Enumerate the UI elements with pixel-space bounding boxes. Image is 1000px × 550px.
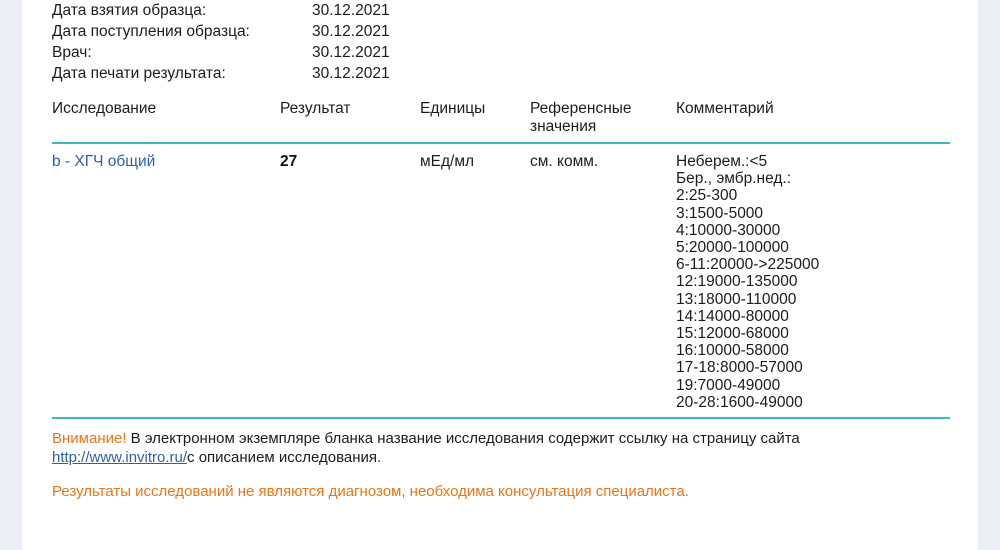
metadata-row	[52, 0, 952, 21]
comment-line: 15:12000-68000	[676, 325, 789, 343]
test-result-value: 27	[280, 153, 298, 170]
comment-line: Бер., эмбр.нед.:	[676, 170, 792, 188]
metadata-value: 30.12.2021	[312, 65, 390, 82]
metadata-label: Дата печати результата:	[52, 65, 226, 82]
metadata-label: Врач:	[52, 44, 92, 61]
results-table	[52, 100, 952, 411]
column-header-test: Исследование	[52, 100, 157, 117]
metadata-label: Дата взятия образца:	[52, 2, 207, 19]
attention-note	[52, 429, 952, 467]
comment-line: 3:1500-5000	[676, 204, 764, 222]
table-header-row	[52, 100, 952, 142]
table-row	[52, 144, 952, 411]
metadata-row	[52, 63, 952, 84]
metadata-value: 30.12.2021	[312, 23, 390, 40]
sample-metadata	[52, 0, 952, 84]
footer-notes	[52, 429, 952, 500]
metadata-value: 30.12.2021	[312, 44, 390, 61]
comment-line: 20-28:1600-49000	[676, 393, 803, 411]
metadata-row	[52, 42, 952, 63]
disclaimer-note: Результаты исследований не являются диагнозом, необходима консультация специалиста.	[52, 483, 689, 501]
test-name-label: ХГЧ общий	[74, 153, 156, 170]
comment-line: 12:19000-135000	[676, 273, 798, 291]
comment-line: 14:14000-80000	[676, 307, 789, 325]
comment-line: 4:10000-30000	[676, 221, 781, 239]
attention-label: Внимание!	[52, 430, 127, 448]
attention-tail: с описанием исследования.	[187, 449, 382, 467]
comment-line: 13:18000-110000	[676, 290, 797, 308]
test-comment	[676, 153, 936, 411]
comment-line: 2:25-300	[676, 187, 738, 205]
comment-line: 16:10000-58000	[676, 342, 789, 360]
column-header-reference-line1: Референсные	[530, 100, 632, 117]
invitro-link[interactable]: http://www.invitro.ru/	[52, 449, 188, 467]
test-reference: см. комм.	[530, 153, 599, 170]
comment-line: 6-11:20000->225000	[676, 256, 820, 274]
page-bottom-margin	[22, 504, 978, 550]
comment-line: 5:20000-100000	[676, 239, 789, 257]
column-header-result: Результат	[280, 100, 351, 117]
metadata-row	[52, 21, 952, 42]
attention-text: В электронном экземпляре бланка название исследования содержит ссылку на страницу сайта	[126, 430, 800, 448]
metadata-value: 30.12.2021	[312, 2, 390, 19]
column-header-comment: Комментарий	[676, 100, 774, 117]
comment-line: 19:7000-49000	[676, 376, 781, 394]
column-header-reference	[530, 100, 676, 136]
document-page	[22, 0, 978, 550]
metadata-label: Дата поступления образца:	[52, 23, 250, 40]
comment-line: Неберем.:<5	[676, 153, 768, 170]
column-header-reference-line2: значения	[530, 118, 597, 135]
comment-line: 17-18:8000-57000	[676, 359, 803, 377]
table-bottom-divider	[52, 417, 950, 419]
column-header-units: Единицы	[420, 100, 486, 117]
test-name-link[interactable]	[52, 153, 280, 411]
test-marker: b -	[52, 153, 75, 170]
document-content	[52, 0, 952, 500]
test-units: мЕд/мл	[420, 153, 475, 170]
